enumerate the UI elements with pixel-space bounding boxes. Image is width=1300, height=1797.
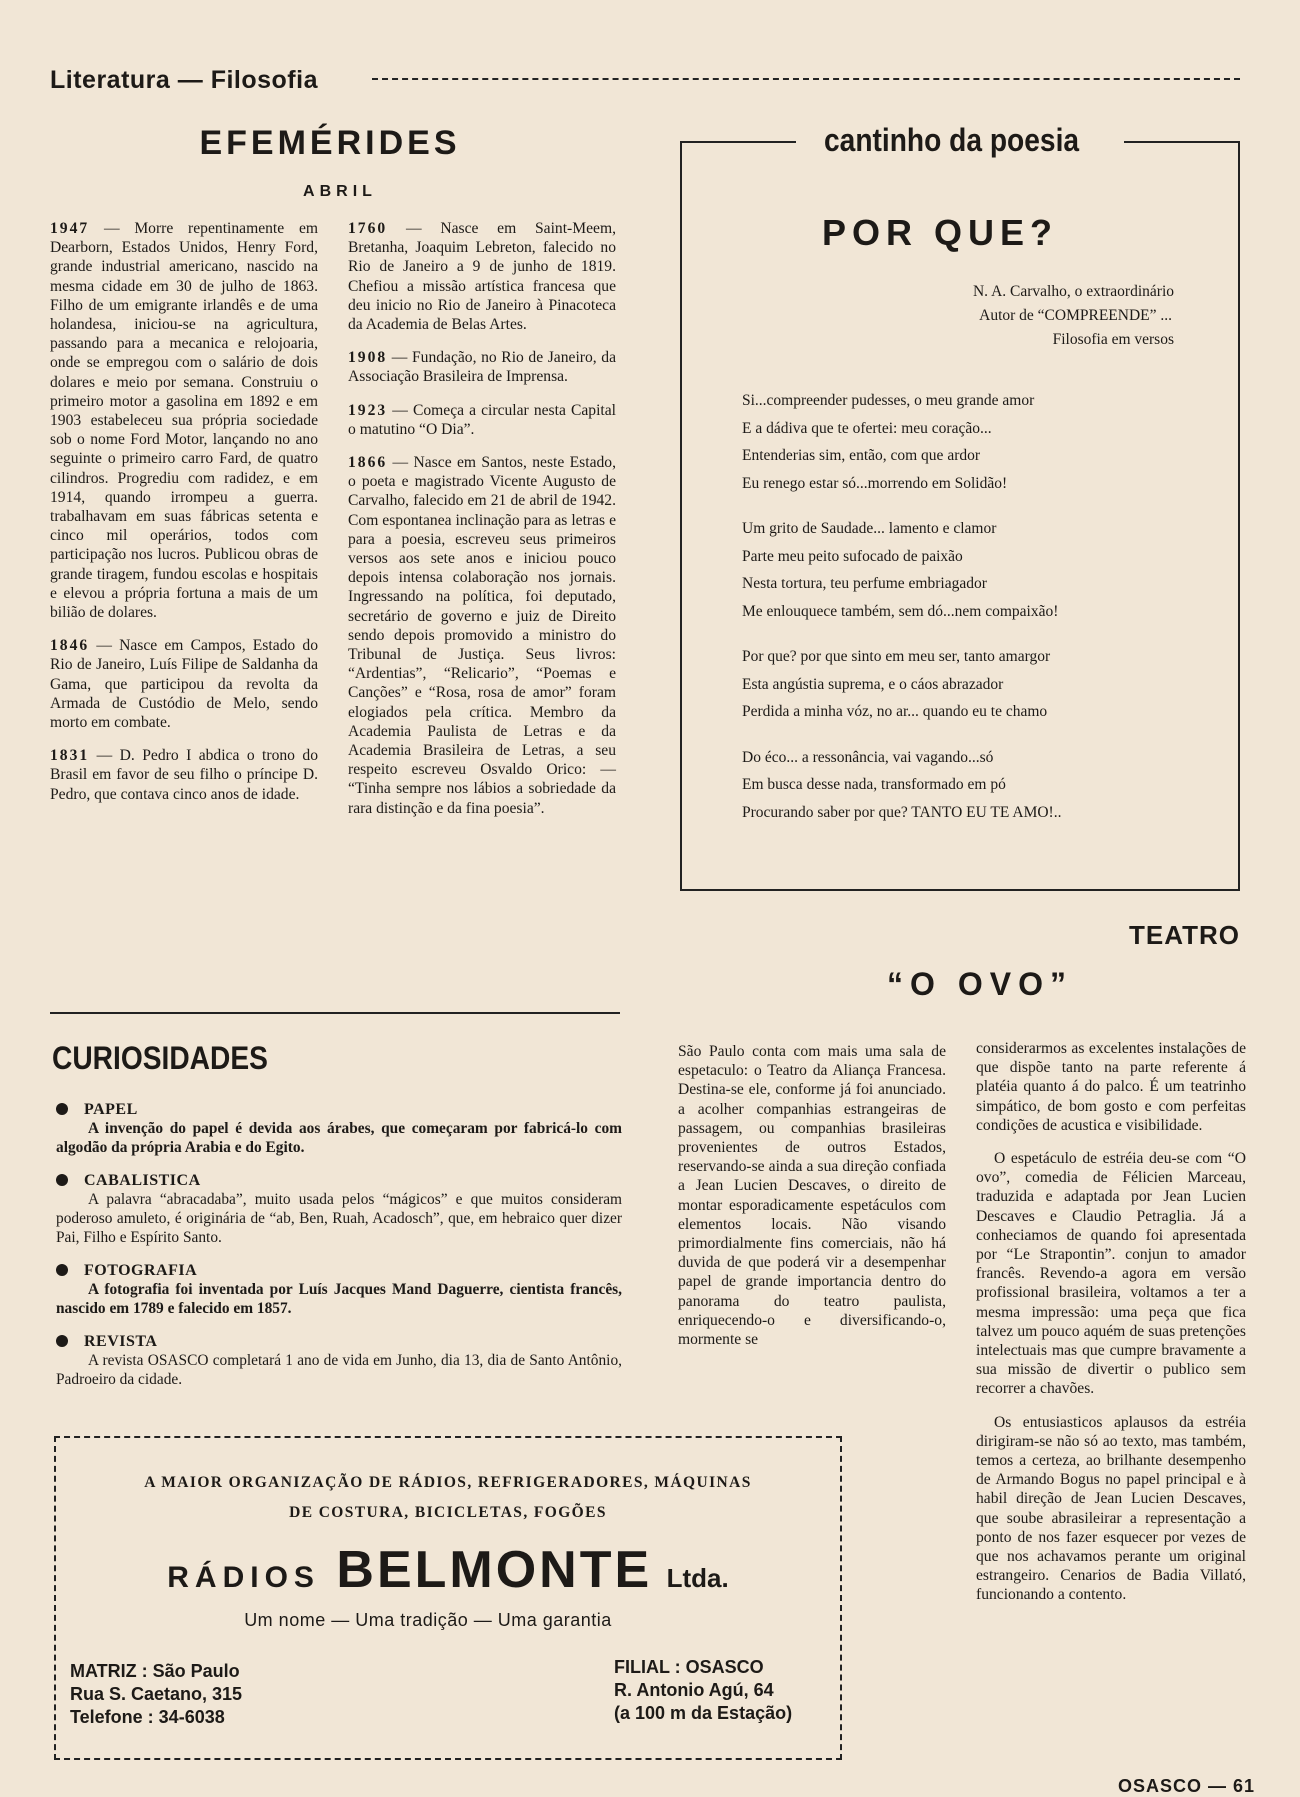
poesia-title: cantinho da poesia <box>824 122 1080 158</box>
filial-line: R. Antonio Agú, 64 <box>614 1680 774 1700</box>
entry-text: — D. Pedro I abdica o trono do Brasil em favor de seu filho o príncipe D. Pedro, que contava cinco anos de idade. <box>50 747 318 803</box>
header-rule <box>372 78 1240 80</box>
credit-line: Autor de “COMPREENDE” ... <box>979 307 1172 324</box>
curiosidades-title: CURIOSIDADES <box>52 1040 268 1076</box>
curiosidade-title <box>56 1100 622 1119</box>
entry-text: — Nasce em Saint-Meem, Bretanha, Joaquim Lebreton, falecido no Rio de Janeiro a 9 de junho de 1819. Chefiou a missão artística francesa que deu inicio no Rio de Janeiro à Pinacoteca da Academia de Belas Artes. <box>348 220 616 334</box>
bullet-icon <box>56 1335 68 1347</box>
entry-text: — Morre repentinamente em Dearborn, Estados Unidos, Henry Ford, grande industrial americano, nascido na mesma cidade em 30 de julho de 1863. Filho de um emigrante irlandês e de uma holandesa, iniciou-se na agricultura, passando para a mecanica e relojoaria, onde se empregou com o salário de dois dolares e meio por semana. Construiu o primeiro motor a gasolina em 1892 e em 1903 estabeleceu sua própria sociedade sob o nome Ford Motor, lançando no ano seguinte o primeiro carro Fard, de quatro cilindros. Progrediu com radidez, e em 1914, quando irrompeu a guerra. trabalhavam em suas fábricas setenta e cinco mil operários, todos com participação nos lucros. Publicou obras de grande tiragem, fundou escolas e hospitais e elevou a própria fortuna a mais de um bilião de dolares. <box>50 220 318 622</box>
ad-brand-suffix: Ltda. <box>666 1563 729 1593</box>
poem-line: Um grito de Saudade... lamento e clamor <box>742 520 997 537</box>
poem-body <box>742 387 1222 844</box>
entry-year: 1831 <box>50 747 90 765</box>
efemeride-entry <box>348 219 616 334</box>
poem-line: Me enlouquece também, sem dó...nem compaixão! <box>742 602 1059 620</box>
poem-line: Eu renego estar só...morrendo em Solidão! <box>742 474 1008 492</box>
poesia-top-rule-right <box>1124 141 1238 143</box>
ad-brand <box>56 1540 840 1600</box>
entry-year: 1846 <box>50 637 90 655</box>
bullet-icon <box>56 1103 68 1115</box>
efemeride-entry <box>50 219 318 622</box>
efemerides-col1 <box>50 219 318 818</box>
poem-line: Nesta tortura, teu perfume embriagador <box>742 575 987 592</box>
credit-line: N. A. Carvalho, o extraordinário <box>972 283 1174 300</box>
poem-stanza <box>742 387 1222 497</box>
curiosidades-list <box>56 1100 622 1403</box>
curiosidade-item <box>56 1171 622 1247</box>
poem-title: POR QUE? <box>821 212 1058 253</box>
efemerides-bottom-rule <box>50 1012 620 1014</box>
efemeride-entry <box>348 348 616 386</box>
poem-line: Por que? por que sinto em meu ser, tanto amargor <box>742 648 1051 665</box>
curiosidade-title-text: PAPEL <box>84 1101 138 1118</box>
poem-credit <box>860 280 1174 352</box>
ad-tagline-1: A MAIOR ORGANIZAÇÃO DE RÁDIOS, REFRIGERADORES, MÁQUINAS <box>144 1474 752 1491</box>
teatro-col2 <box>976 1039 1246 1619</box>
efemerides-col2 <box>348 219 616 832</box>
poem-stanza <box>742 515 1222 625</box>
poem-line: Entenderias sim, então, com que ardor <box>742 447 981 464</box>
poesia-top-rule-left <box>680 141 796 143</box>
bullet-icon <box>56 1174 68 1186</box>
ad-matriz <box>70 1660 300 1729</box>
ad-tagline-2: DE COSTURA, BICICLETAS, FOGÕES <box>289 1504 607 1521</box>
bullet-icon <box>56 1264 68 1276</box>
entry-year: 1760 <box>348 220 388 237</box>
entry-text: — Fundação, no Rio de Janeiro, da Associação Brasileira de Imprensa. <box>348 349 616 386</box>
efemeride-entry <box>50 746 318 804</box>
poem-line: Em busca desse nada, transformado em pó <box>742 776 1006 793</box>
curiosidade-title <box>56 1171 622 1190</box>
teatro-label: TEATRO <box>1129 920 1240 950</box>
ad-brand-prefix: RÁDIOS <box>167 1561 320 1594</box>
filial-line: (a 100 m da Estação) <box>614 1703 793 1723</box>
curiosidade-title-text: CABALISTICA <box>84 1172 201 1189</box>
teatro-title: “O OVO” <box>887 966 1073 1002</box>
filial-line: FILIAL : OSASCO <box>614 1657 764 1677</box>
teatro-paragraph: Os entusiasticos aplausos da estréia dirigiram-se não só ao texto, mas também, temos a certeza, ao brilhante desempenho de Armando Bogus no papel principal e à habil direção de Jean Lucien Descaves, que soube abrasileirar a representação a ponto de nos fazer esquecer por vezes de que nos achavamos perante um original estrangeiro. Cenarios de Badia Villató, funcionando a contento. <box>976 1413 1246 1604</box>
curiosidade-title <box>56 1332 622 1351</box>
entry-text: — Começa a circular nesta Capital o matutino “O Dia”. <box>348 401 616 438</box>
poem-line: Perdida a minha vóz, no ar... quando eu te chamo <box>742 703 1048 720</box>
matriz-line: Telefone : 34-6038 <box>70 1707 225 1727</box>
entry-text: — Nasce em Santos, neste Estado, o poeta e magistrado Vicente Augusto de Carvalho, falecido em 21 de abril de 1942. Com espontanea inclinação para as letras e para a poesia, escreveu seus primeiros versos aos sete anos e iniciou pouco depois intensa colaboração nos jornais. Ingressando na política, foi deputado, secretário de governo e juiz de Direito sendo depois promovido a ministro do Tribunal de Justiça. Seus livros: “Ardentias”, “Relicario”, “Poemas e Canções” e “Rosa, rosa de amor” foram elogiados pela crítica. Membro da Academia Paulista de Letras e da Academia Brasileira de Letras, a seu respeito escreveu Osvaldo Orico: — “Tinha sempre nos lábios a sobriedade da rara distinção e da fina poesia”. <box>348 454 616 817</box>
poem-stanza <box>742 744 1222 827</box>
entry-year: 1866 <box>348 454 388 472</box>
poem-line: Do éco... a ressonância, vai vagando...só <box>742 748 994 766</box>
ad-slogan: Um nome — Uma tradição — Uma garantia <box>244 1610 612 1630</box>
teatro-paragraph: O espetáculo de estréia deu-se com “O ovo”, comedia de Félicien Marceau, traduzida e adaptada por Jean Lucien Descaves e Claudio Petraglia. Já a conheciamos de quando foi apresentada por “Le Strapontin”. conjun to amador francês. Revendo-a agora em versão profissional brasileira, voltamos a ter a mesma impressão: uma peça que fica talvez um pouco aquém de suas pretenções intelectuais mas que cumpre bravamente a sua missão de divertir o publico sem recorrer a chavões. <box>976 1150 1246 1398</box>
ad-brand-name: BELMONTE <box>336 1541 653 1599</box>
poem-line: Parte meu peito sufocado de paixão <box>742 547 963 565</box>
curiosidade-text: A revista OSASCO completará 1 ano de vida em Junho, dia 13, dia de Santo Antônio, Padroeiro da cidade. <box>56 1352 622 1388</box>
teatro-paragraph: considerarmos as excelentes instalações de que dispõe tanto na parte referente á platéia quanto á do palco. É um teatrinho simpático, de bom gosto e com perfeitas condições de acustica e visibilidade. <box>976 1040 1246 1134</box>
page-footer: OSASCO — 61 <box>1118 1776 1256 1796</box>
efemerides-month: ABRIL <box>303 183 377 200</box>
entry-text: — Nasce em Campos, Estado do Rio de Janeiro, Luís Filipe de Saldanha da Gama, que participou da revolta da Armada de Custódio de Melo, sendo morto em combate. <box>50 637 318 732</box>
poem-line: Procurando saber por que? TANTO EU TE AMO!.. <box>742 803 1062 821</box>
efemeride-entry <box>348 401 616 439</box>
curiosidade-item <box>56 1332 622 1389</box>
curiosidade-title-text: FOTOGRAFIA <box>84 1262 198 1279</box>
credit-line: Filosofia em versos <box>1052 331 1174 348</box>
matriz-line: MATRIZ : São Paulo <box>70 1661 240 1681</box>
ad-filial <box>614 1656 834 1725</box>
curiosidade-text: A fotografia foi inventada por Luís Jacques Mand Daguerre, cientista francês, nascido em 1789 e falecido em 1857. <box>56 1281 622 1317</box>
entry-year: 1947 <box>50 220 90 237</box>
poem-stanza <box>742 643 1222 726</box>
curiosidade-item <box>56 1261 622 1318</box>
curiosidade-title <box>56 1261 622 1280</box>
poem-line: Si...compreender pudesses, o meu grande amor <box>742 392 1035 409</box>
curiosidade-text: A invenção do papel é devida aos árabes, que começaram por fabricá-lo com algodão da própria Arabia e do Egito. <box>56 1120 622 1156</box>
efemeride-entry <box>50 636 318 732</box>
curiosidade-title-text: REVISTA <box>84 1333 158 1350</box>
curiosidade-text: A palavra “abracadaba”, muito usada pelos “mágicos” e que muitos consideram poderoso amuleto, é originária de “ab, Ben, Ruah, Acadosch”, que, em hebraico quer dizer Pai, Filho e Espírito Santo. <box>56 1191 622 1246</box>
poem-line: E a dádiva que te ofertei: meu coração... <box>742 419 992 437</box>
teatro-col1: São Paulo conta com mais uma sala de espetaculo: o Teatro da Aliança Francesa. Destina-se ele, conforme já foi anunciado. a acolher companhias estrangeiras de passagem, ou companhias brasileiras provenientes de outros Estados, reservando-se ainda a sua direção confiada a Jean Lucien Descaves, o direito de montar esporadicamente espetáculos com elementos locais. Não visando primordialmente fins comerciais, não há duvida de que poderá vir a desempenhar papel de grande importancia dentro do panorama do teatro paulista, enriquecendo-o e diversificando-o, mormente se <box>678 1043 946 1349</box>
poem-line: Esta angústia suprema, e o cáos abrazador <box>742 675 1004 693</box>
belmonte-ad <box>54 1436 842 1760</box>
efemeride-entry <box>348 453 616 818</box>
curiosidade-item <box>56 1100 622 1157</box>
entry-year: 1908 <box>348 349 388 367</box>
matriz-line: Rua S. Caetano, 315 <box>70 1684 243 1704</box>
section-title: Literatura — Filosofia <box>50 66 318 94</box>
entry-year: 1923 <box>348 401 388 419</box>
efemerides-title: EFEMÉRIDES <box>199 124 461 162</box>
